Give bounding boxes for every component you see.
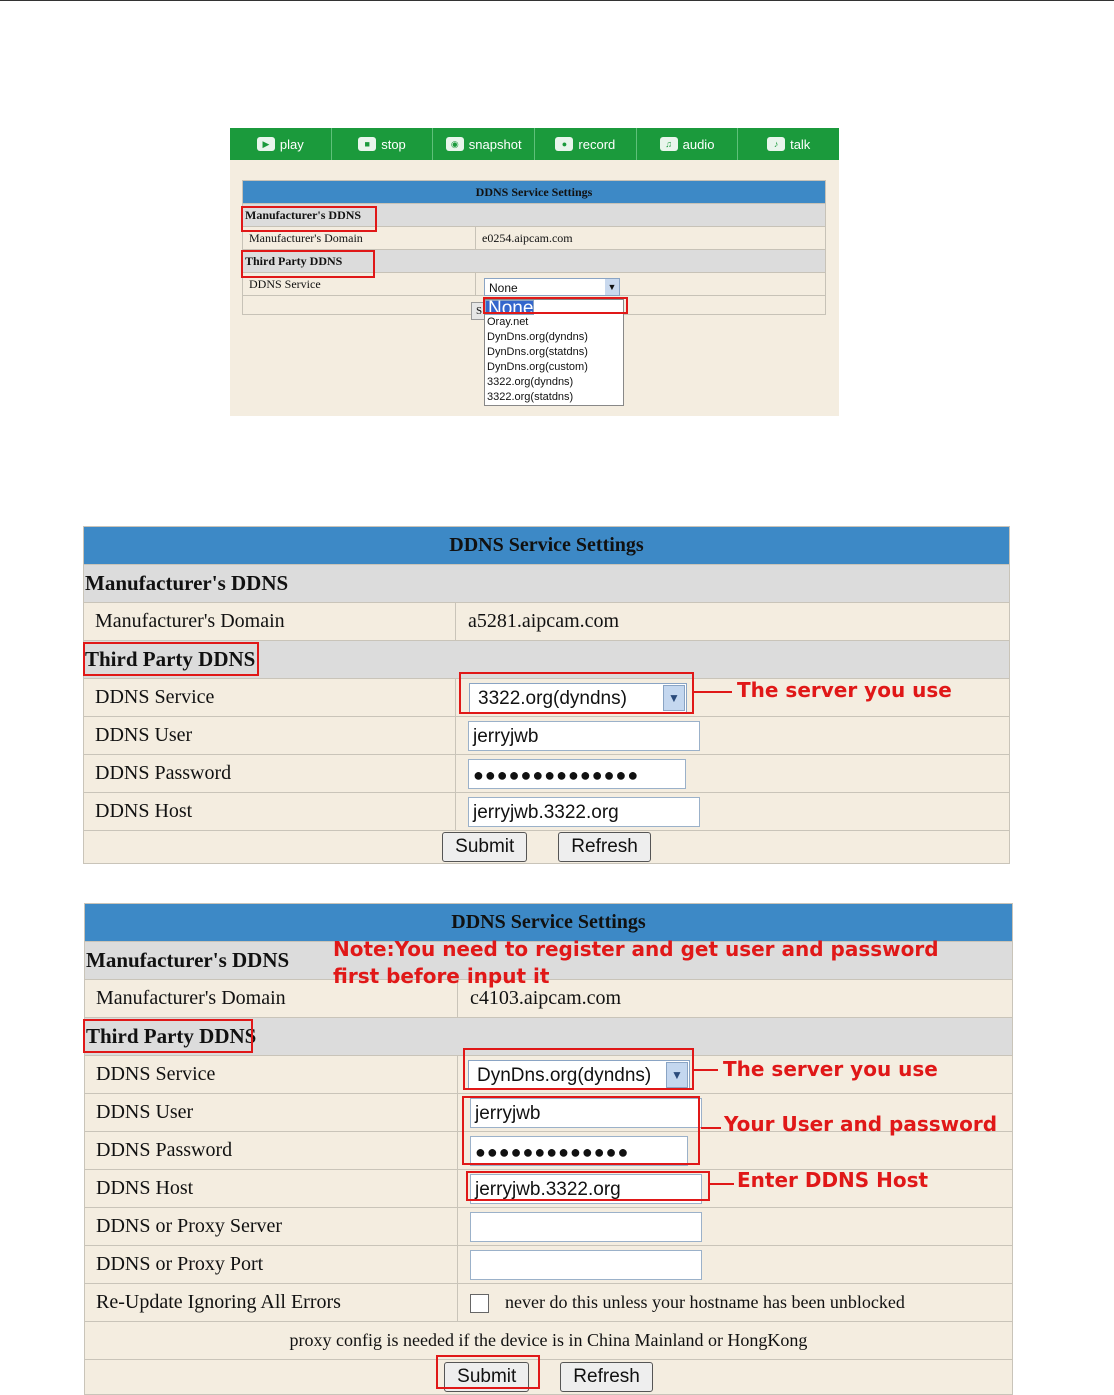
dropdown-option[interactable]: Oray.net [487, 316, 529, 328]
highlight-host [466, 1171, 710, 1201]
domain-value: e0254.aipcam.com [476, 227, 826, 250]
chevron-down-icon[interactable]: ▼ [666, 1062, 688, 1088]
reupdate-label: Re-Update Ignoring All Errors [85, 1284, 458, 1322]
ddns-user-input[interactable]: jerryjwb [470, 1098, 702, 1128]
highlight-third-party [241, 250, 375, 278]
chevron-down-icon[interactable]: ▼ [663, 685, 685, 711]
domain-value: c4103.aipcam.com [458, 980, 1013, 1018]
service-label: DDNS Service [85, 1056, 458, 1094]
camera-icon: ◉ [446, 137, 464, 151]
section-third-party: Third Party DDNS [243, 250, 826, 273]
password-label: DDNS Password [84, 755, 456, 793]
highlight-third-party [83, 642, 259, 676]
ddns-host-input[interactable]: jerryjwb.3322.org [470, 1174, 702, 1204]
section-manufacturer: Manufacturer's DDNS [243, 204, 826, 227]
audio-button[interactable]: ♫ audio [637, 128, 739, 160]
host-label: DDNS Host [85, 1170, 458, 1208]
play-icon: ▶ [257, 137, 275, 151]
submit-button[interactable]: Submit [444, 1362, 529, 1392]
section-manufacturer: Manufacturer's DDNS [85, 942, 1013, 980]
stop-icon: ■ [358, 137, 376, 151]
annotation-connector [710, 1183, 734, 1185]
table-header: DDNS Service Settings [84, 527, 1010, 565]
proxy-note: proxy config is needed if the device is in China Mainland or HongKong [85, 1322, 1013, 1360]
ddns-user-input[interactable]: jerryjwb [468, 721, 700, 751]
annotation-user-password: Your User and password [724, 1112, 998, 1136]
proxy-port-input[interactable] [470, 1250, 702, 1280]
service-label: DDNS Service [84, 679, 456, 717]
service-label: DDNS Service [243, 273, 476, 296]
ddns-service-select[interactable]: 3322.org(dyndns) ▼ [469, 683, 687, 713]
password-label: DDNS Password [85, 1132, 458, 1170]
domain-label: Manufacturer's Domain [85, 980, 458, 1018]
section-third-party: Third Party DDNS [85, 1018, 1013, 1056]
note-line-1: Note:You need to register and get user and password [333, 937, 939, 961]
ddns-password-input[interactable]: ●●●●●●●●●●●●● [470, 1136, 688, 1166]
stop-button[interactable]: ■ stop [332, 128, 434, 160]
highlight-manufacturer [241, 206, 377, 232]
screenshot-dropdown-open [230, 128, 839, 416]
reupdate-checkbox[interactable] [470, 1294, 489, 1313]
ddns-service-dropdown [484, 299, 624, 406]
proxy-server-input[interactable] [470, 1212, 702, 1242]
snapshot-button[interactable]: ◉ snapshot [433, 128, 535, 160]
proxy-server-label: DDNS or Proxy Server [85, 1208, 458, 1246]
host-label: DDNS Host [84, 793, 456, 831]
dropdown-option[interactable]: DynDns.org(custom) [487, 361, 588, 373]
annotation-host: Enter DDNS Host [737, 1168, 929, 1192]
ddns-password-input[interactable]: ●●●●●●●●●●●●●● [468, 759, 686, 789]
record-icon: ● [555, 137, 573, 151]
audio-icon: ♫ [660, 137, 678, 151]
annotation-connector [701, 1127, 721, 1129]
refresh-button[interactable]: Refresh [558, 832, 651, 862]
domain-label: Manufacturer's Domain [243, 227, 476, 250]
highlight-service-select [459, 672, 694, 714]
annotation-connector [694, 1069, 718, 1071]
section-third-party: Third Party DDNS [84, 641, 1010, 679]
submit-button[interactable]: Submit [442, 832, 527, 862]
annotation-server: The server you use [723, 1057, 938, 1081]
highlight-none-option [483, 297, 628, 314]
dropdown-option[interactable]: DynDns.org(statdns) [487, 346, 588, 358]
annotation-connector [694, 691, 732, 693]
proxy-port-label: DDNS or Proxy Port [85, 1246, 458, 1284]
microphone-icon: ♪ [767, 137, 785, 151]
annotation-server: The server you use [737, 678, 952, 702]
chevron-down-icon[interactable]: ▼ [605, 279, 619, 295]
highlight-service-select [463, 1048, 694, 1090]
talk-button[interactable]: ♪ talk [738, 128, 839, 160]
highlight-submit [436, 1355, 540, 1389]
dropdown-option[interactable]: DynDns.org(dyndns) [487, 331, 588, 343]
submit-button-partial[interactable]: S [471, 302, 487, 320]
dropdown-option[interactable]: 3322.org(dyndns) [487, 376, 574, 388]
record-button[interactable]: ● record [535, 128, 637, 160]
domain-value: a5281.aipcam.com [456, 603, 1010, 641]
play-button[interactable]: ▶ play [230, 128, 332, 160]
dropdown-option[interactable]: 3322.org(statdns) [487, 391, 574, 403]
highlight-user-password [462, 1096, 700, 1165]
table-header: DDNS Service Settings [85, 904, 1013, 942]
table-header: DDNS Service Settings [243, 181, 826, 204]
user-label: DDNS User [85, 1094, 458, 1132]
note-line-2: first before input it [333, 964, 550, 988]
section-manufacturer: Manufacturer's DDNS [84, 565, 1010, 603]
highlight-third-party [83, 1019, 253, 1053]
ddns-service-select[interactable]: DynDns.org(dyndns) ▼ [468, 1060, 690, 1090]
reupdate-note: never do this unless your hostname has been unblocked [505, 1291, 905, 1312]
page-top-rule [0, 0, 1114, 1]
ddns-service-select[interactable]: None ▼ [484, 278, 620, 296]
dropdown-option[interactable]: None [485, 300, 534, 315]
user-label: DDNS User [84, 717, 456, 755]
camera-toolbar [230, 128, 839, 160]
ddns-host-input[interactable]: jerryjwb.3322.org [468, 797, 700, 827]
domain-label: Manufacturer's Domain [84, 603, 456, 641]
refresh-button[interactable]: Refresh [560, 1362, 653, 1392]
